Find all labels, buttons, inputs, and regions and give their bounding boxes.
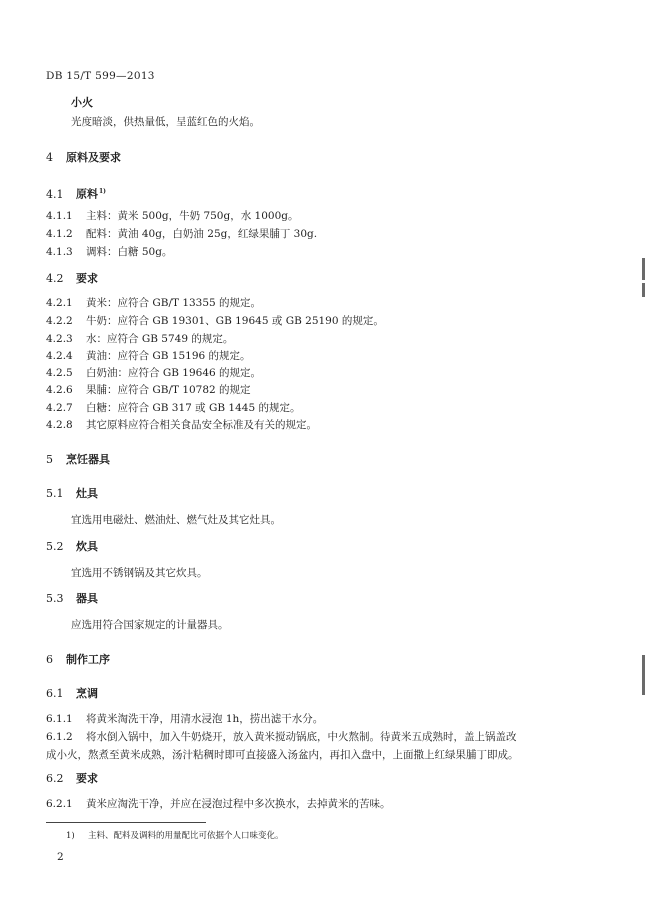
scan-edge-mark bbox=[642, 258, 645, 280]
footnote-separator bbox=[46, 822, 206, 823]
clause-4-2-1 bbox=[46, 296, 261, 310]
scan-edge-mark bbox=[642, 655, 645, 695]
clause-text: 白奶油：应符合 GB 19646 的规定。 bbox=[86, 367, 262, 379]
section-4-heading bbox=[46, 151, 121, 165]
footnote-text: 主料、配料及调料的用量配比可依据个人口味变化。 bbox=[88, 831, 284, 841]
section-5-1-body: 宜选用电磁灶、燃油灶、燃气灶及其它灶具。 bbox=[71, 514, 281, 526]
scan-edge-mark bbox=[642, 283, 645, 297]
section-title: 烹调 bbox=[76, 687, 98, 700]
footnote bbox=[66, 829, 284, 841]
clause-number: 4.1.2 bbox=[46, 228, 73, 240]
section-6-heading bbox=[46, 653, 110, 667]
section-number: 4.1 bbox=[46, 187, 64, 201]
clause-4-2-3 bbox=[46, 332, 233, 346]
section-6-2-heading bbox=[46, 772, 98, 786]
page-number: 2 bbox=[57, 851, 64, 863]
term-xiaohuo: 小火 bbox=[71, 96, 93, 109]
clause-text: 水：应符合 GB 5749 的规定。 bbox=[86, 333, 234, 345]
clause-4-2-7 bbox=[46, 401, 301, 415]
section-title: 原料及要求 bbox=[66, 151, 121, 164]
clause-6-1-1 bbox=[46, 712, 323, 726]
section-4-1-heading bbox=[46, 185, 106, 202]
clause-4-1-1 bbox=[46, 209, 298, 223]
clause-number: 4.1.1 bbox=[46, 210, 73, 222]
section-number: 5.3 bbox=[46, 592, 64, 605]
clause-text: 调料：白糖 50g。 bbox=[86, 246, 173, 258]
clause-number: 4.2.2 bbox=[46, 315, 73, 327]
clause-text: 将水倒入锅中，加入牛奶烧开，放入黄米搅动锅底，中火熬制。待黄米五成熟时，盖上锅盖改 bbox=[86, 731, 517, 743]
clause-text: 主料：黄米 500g，牛奶 750g，水 1000g。 bbox=[86, 210, 299, 222]
clause-4-1-2 bbox=[46, 227, 317, 241]
section-5-2-body: 宜选用不锈钢锅及其它炊具。 bbox=[71, 567, 208, 579]
clause-4-2-4 bbox=[46, 349, 251, 363]
section-number: 4 bbox=[46, 151, 53, 164]
clause-number: 6.2.1 bbox=[46, 798, 73, 810]
section-title: 制作工序 bbox=[66, 653, 110, 666]
clause-text: 果脯：应符合 GB/T 10782 的规定 bbox=[86, 384, 251, 396]
section-title: 要求 bbox=[76, 772, 98, 785]
section-6-1-heading bbox=[46, 687, 98, 701]
section-5-1-heading bbox=[46, 487, 98, 501]
clause-number: 4.2.8 bbox=[46, 419, 73, 431]
clause-6-1-2-line-1 bbox=[46, 730, 517, 744]
section-title: 原料 bbox=[76, 187, 98, 201]
clause-number: 6.1.2 bbox=[46, 731, 73, 743]
clause-number: 4.1.3 bbox=[46, 246, 73, 258]
section-title: 炊具 bbox=[76, 540, 98, 553]
section-number: 5.1 bbox=[46, 487, 64, 500]
footnote-mark: 1) bbox=[66, 831, 75, 841]
clause-number: 4.2.7 bbox=[46, 402, 73, 414]
section-number: 5 bbox=[46, 453, 53, 466]
clause-4-2-5 bbox=[46, 366, 261, 380]
clause-number: 4.2.3 bbox=[46, 333, 73, 345]
section-title: 灶具 bbox=[76, 487, 98, 500]
footnote-reference: 1) bbox=[99, 188, 107, 195]
clause-6-2-1 bbox=[46, 797, 391, 811]
clause-text: 白糖：应符合 GB 317 或 GB 1445 的规定。 bbox=[86, 402, 301, 414]
clause-number: 4.2.1 bbox=[46, 297, 73, 309]
clause-text: 配料：黄油 40g，白奶油 25g，红绿果脯丁 30g. bbox=[86, 228, 318, 240]
term-xiaohuo-definition: 光度暗淡，供热量低，呈蓝红色的火焰。 bbox=[71, 116, 260, 128]
section-5-3-body: 应选用符合国家规定的计量器具。 bbox=[71, 619, 229, 631]
section-5-2-heading bbox=[46, 540, 98, 554]
clause-number: 4.2.5 bbox=[46, 367, 73, 379]
section-number: 5.2 bbox=[46, 540, 64, 553]
clause-6-1-2-line-2: 成小火，熬煮至黄米成熟，汤汁粘稠时即可直接盛入汤盆内，再扣入盘中，上面撒上红绿果脯丁即成。 bbox=[46, 749, 519, 761]
section-number: 6.1 bbox=[46, 687, 64, 700]
clause-text: 将黄米淘洗干净，用清水浸泡 1h，捞出滤干水分。 bbox=[86, 713, 324, 725]
clause-number: 4.2.6 bbox=[46, 384, 73, 396]
clause-text: 牛奶：应符合 GB 19301、GB 19645 或 GB 25190 的规定。 bbox=[86, 315, 384, 327]
clause-number: 4.2.4 bbox=[46, 350, 73, 362]
clause-number: 6.1.1 bbox=[46, 713, 73, 725]
clause-4-1-3 bbox=[46, 245, 172, 259]
section-title: 要求 bbox=[76, 272, 98, 285]
clause-text: 黄油：应符合 GB 15196 的规定。 bbox=[86, 350, 251, 362]
clause-4-2-8 bbox=[46, 418, 317, 432]
standard-header: DB 15/T 599—2013 bbox=[46, 70, 155, 82]
section-5-3-heading bbox=[46, 592, 98, 606]
section-title: 器具 bbox=[76, 592, 98, 605]
section-number: 6 bbox=[46, 653, 53, 666]
clause-text: 黄米应淘洗干净，并应在浸泡过程中多次换水，去掉黄米的苦味。 bbox=[86, 798, 391, 810]
section-5-heading bbox=[46, 453, 110, 467]
section-number: 4.2 bbox=[46, 272, 64, 285]
section-4-2-heading bbox=[46, 272, 98, 286]
clause-4-2-6 bbox=[46, 383, 251, 397]
clause-text: 黄米：应符合 GB/T 13355 的规定。 bbox=[86, 297, 262, 309]
section-title: 烹饪器具 bbox=[66, 453, 110, 466]
clause-text: 其它原料应符合相关食品安全标准及有关的规定。 bbox=[86, 419, 317, 431]
section-number: 6.2 bbox=[46, 772, 64, 785]
clause-4-2-2 bbox=[46, 314, 384, 328]
